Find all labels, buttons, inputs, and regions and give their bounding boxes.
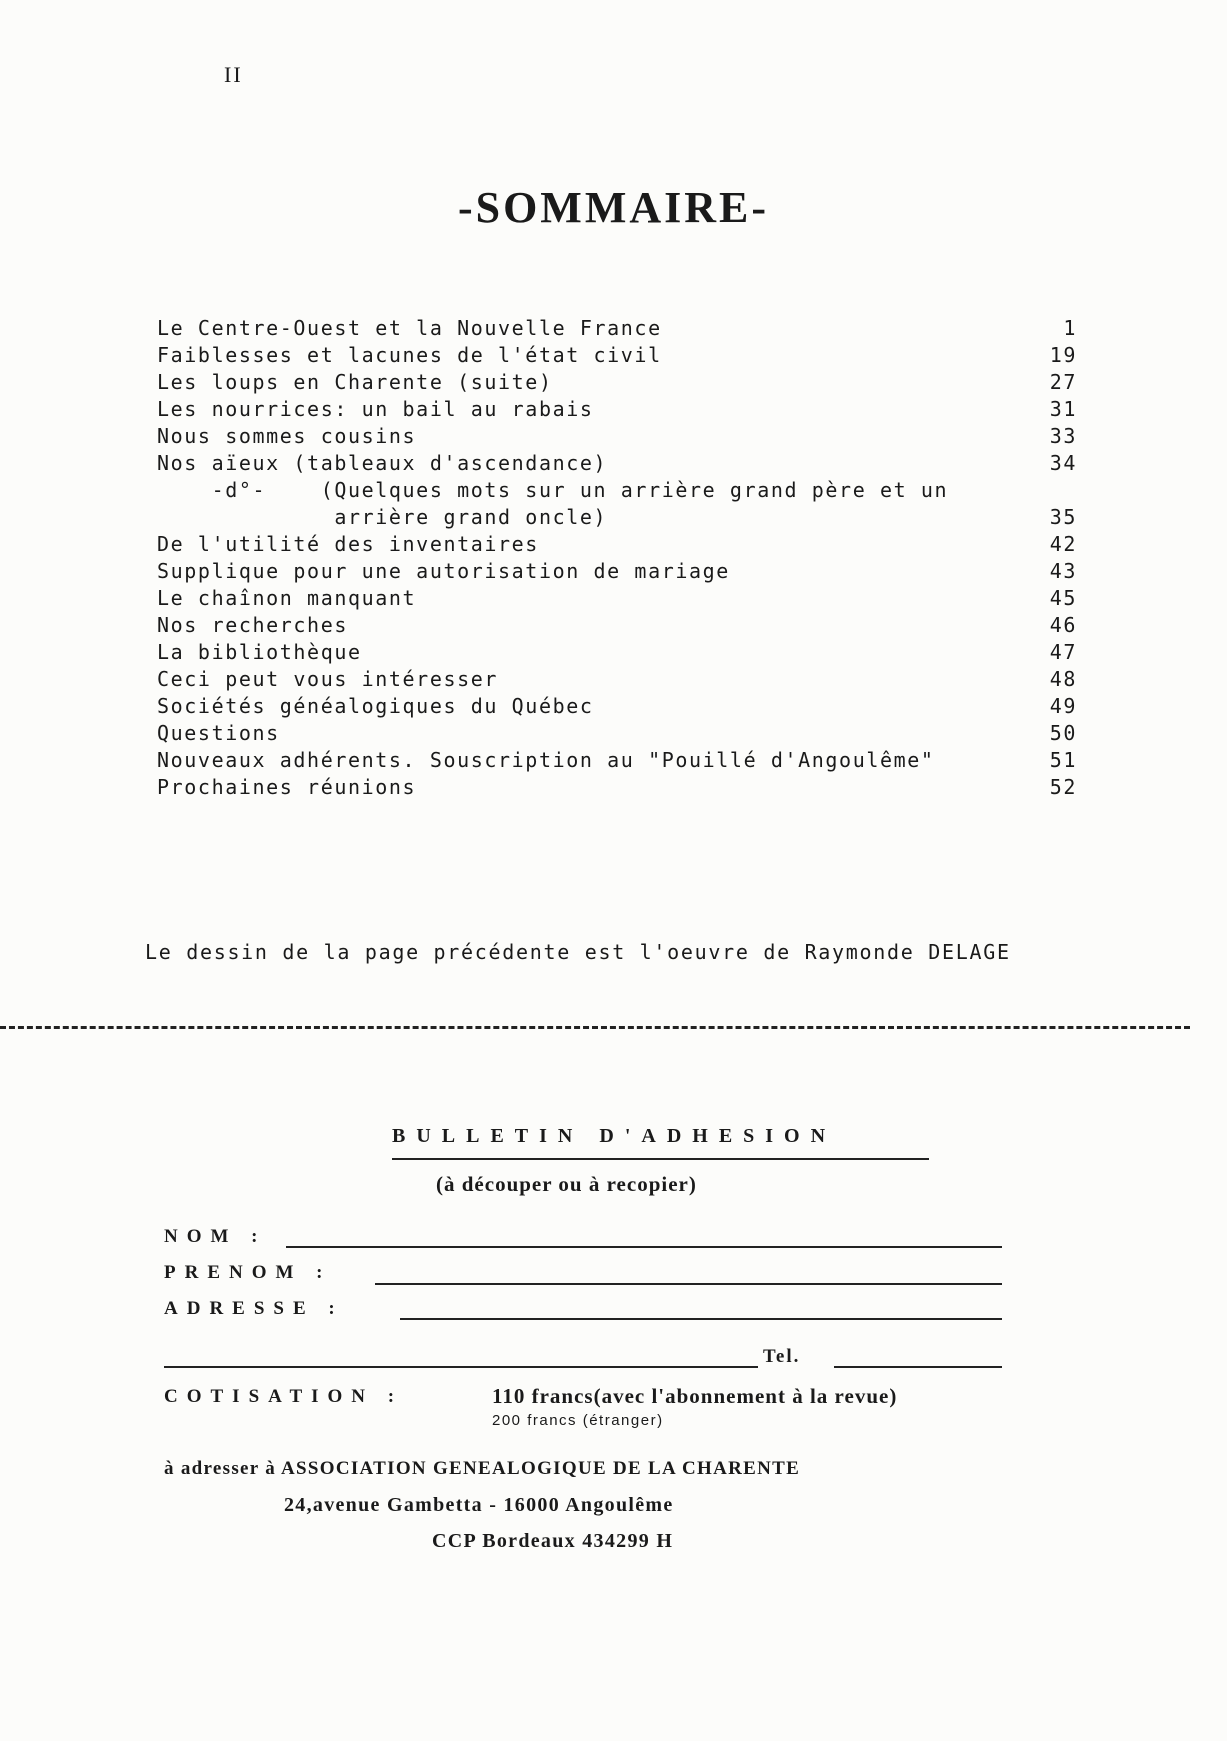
cotisation-label: COTISATION :	[164, 1386, 404, 1407]
toc-row	[157, 721, 1077, 748]
address-line-3: CCP Bordeaux 434299 H	[432, 1530, 674, 1552]
toc-entry-title: Sociétés généalogiques du Québec	[157, 694, 594, 718]
toc-entry-page: 43	[1049, 559, 1077, 583]
toc-row	[157, 559, 1077, 586]
toc-entry-title: Nos aïeux (tableaux d'ascendance)	[157, 451, 608, 475]
tel-field[interactable]	[834, 1366, 1002, 1368]
toc-row	[157, 343, 1077, 370]
toc-row	[157, 370, 1077, 397]
toc-row	[157, 667, 1077, 694]
bulletin-underline	[392, 1158, 929, 1160]
toc-entry-page: 45	[1049, 586, 1077, 610]
toc-entry-page: 33	[1049, 424, 1077, 448]
illustration-credit: Le dessin de la page précédente est l'oeuvre de Raymonde DELAGE	[145, 940, 1011, 964]
cut-line	[0, 1026, 1190, 1029]
toc-row	[157, 640, 1077, 667]
cotisation-value: 110 francs(avec l'abonnement à la revue)	[492, 1384, 898, 1408]
toc-entry-title: Faiblesses et lacunes de l'état civil	[157, 343, 662, 367]
bulletin-heading: BULLETIN D'ADHESION	[392, 1125, 837, 1147]
toc-entry-page: 35	[1049, 505, 1077, 529]
toc-entry-title: Les nourrices: un bail au rabais	[157, 397, 594, 421]
toc-entry-page: 47	[1049, 640, 1077, 664]
toc-entry-page: 31	[1049, 397, 1077, 421]
toc-entry-page: 1	[1063, 316, 1077, 340]
adresse-label: ADRESSE :	[164, 1298, 344, 1319]
toc-row	[157, 613, 1077, 640]
toc-row	[157, 316, 1077, 343]
toc-row	[157, 505, 1077, 532]
prenom-label: PRENOM :	[164, 1262, 332, 1283]
prenom-field[interactable]	[375, 1283, 1002, 1285]
toc-row	[157, 397, 1077, 424]
toc-entry-title: Supplique pour une autorisation de mariage	[157, 559, 730, 583]
toc-entry-page: 27	[1049, 370, 1077, 394]
toc-entry-title: Questions	[157, 721, 280, 745]
address-line-2: 24,avenue Gambetta - 16000 Angoulême	[284, 1494, 674, 1516]
toc-entry-page: 52	[1049, 775, 1077, 799]
tel-label: Tel.	[763, 1346, 801, 1367]
toc-entry-page: 46	[1049, 613, 1077, 637]
toc-row	[157, 748, 1077, 775]
page-number: II	[224, 62, 243, 87]
toc-entry-page: 42	[1049, 532, 1077, 556]
toc-entry-page: 51	[1049, 748, 1077, 772]
toc-entry-title: Nous sommes cousins	[157, 424, 417, 448]
toc-entry-title: Le Centre-Ouest et la Nouvelle France	[157, 316, 662, 340]
toc-entry-title: Prochaines réunions	[157, 775, 417, 799]
adresse-line2-field[interactable]	[164, 1366, 758, 1368]
address-line-1: à adresser à ASSOCIATION GENEALOGIQUE DE LA CHARENTE	[164, 1458, 801, 1479]
table-of-contents	[157, 316, 1077, 802]
toc-entry-page: 48	[1049, 667, 1077, 691]
toc-entry-page: 19	[1049, 343, 1077, 367]
nom-label: NOM :	[164, 1226, 267, 1247]
toc-row	[157, 451, 1077, 478]
toc-entry-title: De l'utilité des inventaires	[157, 532, 539, 556]
toc-row	[157, 775, 1077, 802]
toc-row	[157, 424, 1077, 451]
cotisation-foreign: 200 francs (étranger)	[492, 1412, 664, 1429]
toc-entry-title: Nouveaux adhérents. Souscription au "Pouillé d'Angoulême"	[157, 748, 935, 772]
bulletin-subheading: (à découper ou à recopier)	[436, 1172, 697, 1196]
toc-entry-title: La bibliothèque	[157, 640, 362, 664]
toc-entry-title: Nos recherches	[157, 613, 348, 637]
page-title: -SOMMAIRE-	[457, 183, 770, 232]
toc-row	[157, 694, 1077, 721]
toc-row	[157, 586, 1077, 613]
toc-entry-page: 34	[1049, 451, 1077, 475]
toc-entry-title: Les loups en Charente (suite)	[157, 370, 553, 394]
toc-row	[157, 478, 1077, 505]
toc-entry-title: Le chaînon manquant	[157, 586, 417, 610]
toc-entry-page: 50	[1049, 721, 1077, 745]
toc-entry-title: -d°- (Quelques mots sur un arrière grand père et un	[157, 478, 949, 502]
toc-entry-title: Ceci peut vous intéresser	[157, 667, 499, 691]
toc-entry-title: arrière grand oncle)	[157, 505, 608, 529]
nom-field[interactable]	[286, 1246, 1002, 1248]
toc-row	[157, 532, 1077, 559]
adresse-field[interactable]	[400, 1318, 1002, 1320]
toc-entry-page: 49	[1049, 694, 1077, 718]
